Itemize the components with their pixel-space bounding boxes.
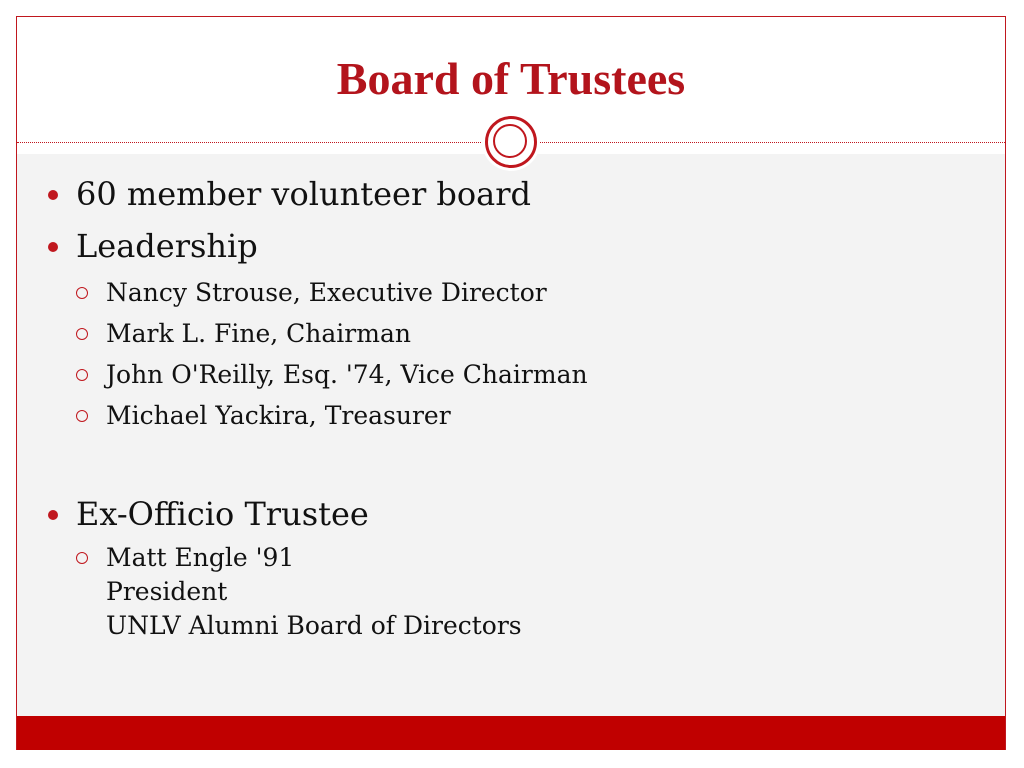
bullet-dot-icon	[48, 510, 58, 520]
hollow-circle-bullet-icon	[76, 287, 88, 299]
sub-bullet-text: Nancy Strouse, Executive Director	[106, 278, 547, 307]
sub-bullet-text: Michael Yackira, Treasurer	[106, 401, 451, 430]
bullet-dot-icon	[48, 242, 58, 252]
bullet-text: Ex-Officio Trustee	[76, 495, 369, 533]
bullet-text: Leadership	[76, 227, 258, 265]
hollow-circle-bullet-icon	[76, 552, 88, 564]
slide-title: Board of Trustees	[336, 53, 686, 104]
hollow-circle-bullet-icon	[76, 410, 88, 422]
footer-bar	[17, 716, 1005, 750]
hollow-circle-bullet-icon	[76, 369, 88, 381]
sub-bullet-text: John O'Reilly, Esq. '74, Vice Chairman	[106, 360, 588, 389]
hollow-circle-bullet-icon	[76, 328, 88, 340]
sub-bullet-text: UNLV Alumni Board of Directors	[106, 611, 522, 640]
bullet-dot-icon	[48, 190, 58, 200]
sub-bullet-text: Matt Engle '91	[106, 543, 295, 572]
sub-bullet-text: President	[106, 577, 228, 606]
circle-ornament-inner	[493, 124, 527, 158]
bullet-text: 60 member volunteer board	[76, 175, 532, 213]
sub-bullet-text: Mark L. Fine, Chairman	[106, 319, 411, 348]
title-divider-left	[17, 142, 487, 143]
title-divider-right	[540, 142, 1005, 143]
